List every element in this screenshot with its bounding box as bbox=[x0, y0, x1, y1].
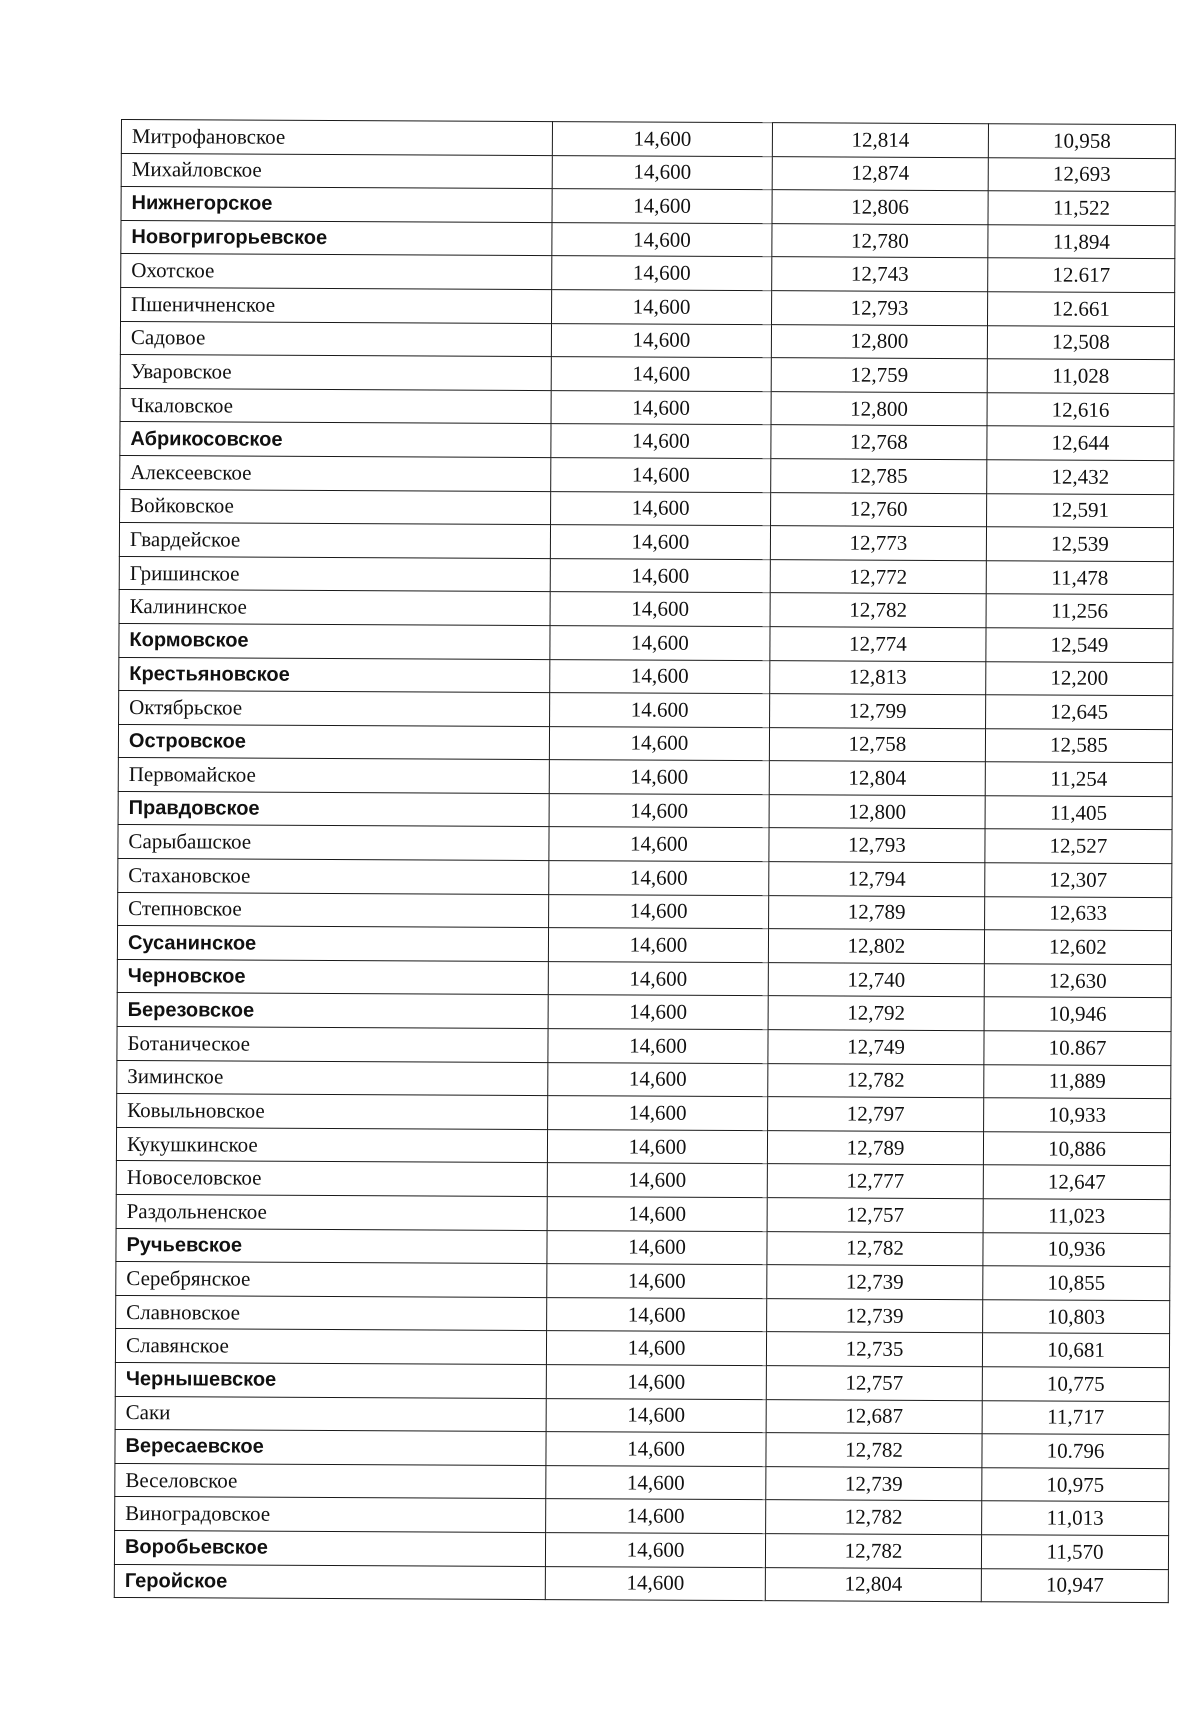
cell-name: Сусанинское bbox=[117, 926, 548, 962]
cell-value-1: 14,600 bbox=[548, 995, 768, 1030]
cell-value-1: 14,600 bbox=[546, 1331, 766, 1366]
cell-value-3: 11,023 bbox=[983, 1199, 1170, 1234]
table-row bbox=[121, 287, 1175, 326]
table-row bbox=[119, 623, 1173, 662]
cell-value-3: 11,717 bbox=[982, 1400, 1169, 1435]
table-row bbox=[116, 1161, 1170, 1200]
cell-value-3: 10,855 bbox=[983, 1266, 1170, 1301]
cell-value-3: 11,889 bbox=[984, 1064, 1171, 1099]
cell-value-1: 14,600 bbox=[546, 1398, 766, 1433]
cell-value-2: 12,793 bbox=[769, 828, 985, 863]
cell-value-2: 12,799 bbox=[770, 694, 986, 729]
table-row bbox=[119, 657, 1173, 696]
table-row bbox=[120, 355, 1174, 394]
cell-name: Раздольненское bbox=[116, 1194, 547, 1230]
cell-name: Первомайское bbox=[118, 758, 549, 794]
cell-value-2: 12,743 bbox=[772, 257, 988, 292]
table-row bbox=[115, 1430, 1169, 1469]
cell-value-2: 12,800 bbox=[771, 324, 987, 359]
table-row bbox=[115, 1396, 1169, 1435]
cell-value-1: 14,600 bbox=[551, 491, 771, 526]
cell-value-2: 12,777 bbox=[767, 1164, 983, 1199]
cell-name: Крестьяновское bbox=[119, 657, 550, 693]
table-row bbox=[117, 993, 1171, 1032]
table-row bbox=[116, 1194, 1170, 1233]
cell-name: Чкаловское bbox=[120, 388, 551, 424]
cell-value-1: 14,600 bbox=[546, 1465, 766, 1500]
cell-value-2: 12,739 bbox=[767, 1265, 983, 1300]
cell-value-3: 11,028 bbox=[987, 359, 1174, 394]
table-row bbox=[116, 1295, 1170, 1334]
cell-value-2: 12,804 bbox=[769, 761, 985, 796]
cell-value-3: 11,570 bbox=[981, 1535, 1168, 1570]
cell-name: Виноградовское bbox=[115, 1497, 546, 1533]
cell-value-2: 12,757 bbox=[766, 1366, 982, 1401]
cell-value-3: 10,933 bbox=[984, 1098, 1171, 1133]
cell-value-3: 12,585 bbox=[985, 728, 1172, 763]
table-row bbox=[116, 1228, 1170, 1267]
cell-value-1: 14,600 bbox=[549, 827, 769, 862]
cell-name: Гвардейское bbox=[119, 523, 550, 559]
table-row bbox=[120, 321, 1174, 360]
cell-value-3: 12.661 bbox=[988, 292, 1175, 327]
table-row bbox=[117, 959, 1171, 998]
cell-name: Зиминское bbox=[117, 1060, 548, 1096]
cell-value-1: 14,600 bbox=[548, 928, 768, 963]
table-row bbox=[121, 220, 1175, 259]
table-row bbox=[117, 1027, 1171, 1066]
cell-value-1: 14,600 bbox=[551, 390, 771, 425]
table-row bbox=[118, 791, 1172, 830]
cell-value-2: 12,772 bbox=[770, 559, 986, 594]
cell-value-1: 14,600 bbox=[550, 592, 770, 627]
cell-value-1: 14,600 bbox=[547, 1230, 767, 1265]
cell-value-1: 14,600 bbox=[549, 861, 769, 896]
cell-value-3: 12,591 bbox=[987, 493, 1174, 528]
cell-value-2: 12,804 bbox=[765, 1567, 981, 1602]
cell-name: Славновское bbox=[116, 1295, 547, 1331]
table-row bbox=[120, 388, 1174, 427]
cell-value-2: 12,813 bbox=[770, 660, 986, 695]
cell-value-3: 12,527 bbox=[985, 829, 1172, 864]
cell-value-1: 14,600 bbox=[550, 525, 770, 560]
cell-value-1: 14,600 bbox=[547, 1129, 767, 1164]
cell-value-2: 12,802 bbox=[768, 929, 984, 964]
cell-name: Геройское bbox=[114, 1564, 545, 1600]
table-row bbox=[121, 153, 1175, 192]
cell-value-1: 14,600 bbox=[548, 961, 768, 996]
cell-value-3: 12,200 bbox=[986, 661, 1173, 696]
cell-name: Охотское bbox=[121, 254, 552, 290]
table-row bbox=[115, 1329, 1169, 1368]
cell-name: Садовое bbox=[120, 321, 551, 357]
cell-value-3: 12.617 bbox=[988, 258, 1175, 293]
cell-value-1: 14,600 bbox=[546, 1432, 766, 1467]
cell-value-1: 14,600 bbox=[552, 155, 772, 190]
cell-value-3: 12,645 bbox=[986, 695, 1173, 730]
cell-value-2: 12,735 bbox=[766, 1332, 982, 1367]
cell-value-2: 12,782 bbox=[766, 1433, 982, 1468]
cell-name: Воробьевское bbox=[114, 1530, 545, 1566]
cell-value-1: 14,600 bbox=[552, 222, 772, 257]
cell-value-2: 12,797 bbox=[768, 1097, 984, 1132]
table-row bbox=[118, 892, 1172, 931]
cell-value-2: 12,740 bbox=[768, 963, 984, 998]
table-row bbox=[116, 1262, 1170, 1301]
cell-value-3: 11,894 bbox=[988, 225, 1175, 260]
cell-value-2: 12,760 bbox=[771, 492, 987, 527]
cell-value-1: 14,600 bbox=[548, 1029, 768, 1064]
cell-value-1: 14,600 bbox=[547, 1264, 767, 1299]
cell-value-3: 12,647 bbox=[983, 1165, 1170, 1200]
table-row bbox=[117, 926, 1171, 965]
cell-value-2: 12,789 bbox=[769, 895, 985, 930]
cell-value-2: 12,782 bbox=[770, 593, 986, 628]
cell-value-1: 14,600 bbox=[549, 726, 769, 761]
cell-value-3: 11,256 bbox=[986, 594, 1173, 629]
cell-name: Михайловское bbox=[121, 153, 552, 189]
cell-value-1: 14,600 bbox=[550, 558, 770, 593]
cell-value-3: 12,432 bbox=[987, 460, 1174, 495]
cell-value-1: 14,600 bbox=[545, 1533, 765, 1568]
cell-value-2: 12,757 bbox=[767, 1198, 983, 1233]
table-row bbox=[118, 859, 1172, 898]
cell-value-3: 10,775 bbox=[982, 1367, 1169, 1402]
table-row bbox=[118, 825, 1172, 864]
table-row bbox=[120, 422, 1174, 461]
cell-value-2: 12,780 bbox=[772, 223, 988, 258]
cell-value-2: 12,800 bbox=[771, 391, 987, 426]
cell-value-2: 12,785 bbox=[771, 459, 987, 494]
cell-value-3: 12,602 bbox=[984, 930, 1171, 965]
cell-value-1: 14,600 bbox=[552, 189, 772, 224]
cell-name: Островское bbox=[118, 724, 549, 760]
cell-value-3: 11,478 bbox=[986, 560, 1173, 595]
table-row bbox=[121, 120, 1175, 159]
cell-value-1: 14,600 bbox=[550, 626, 770, 661]
cell-value-3: 10,886 bbox=[983, 1132, 1170, 1167]
cell-value-1: 14,600 bbox=[552, 256, 772, 291]
cell-value-3: 10,946 bbox=[984, 997, 1171, 1032]
table-row bbox=[118, 758, 1172, 797]
cell-value-1: 14,600 bbox=[549, 894, 769, 929]
cell-name: Кукушкинское bbox=[116, 1127, 547, 1163]
cell-name: Войковское bbox=[120, 489, 551, 525]
cell-value-3: 12,633 bbox=[985, 896, 1172, 931]
cell-value-2: 12,758 bbox=[769, 727, 985, 762]
cell-name: Саки bbox=[115, 1396, 546, 1432]
cell-value-2: 12,739 bbox=[767, 1298, 983, 1333]
cell-value-3: 10,936 bbox=[983, 1232, 1170, 1267]
cell-value-2: 12,739 bbox=[766, 1466, 982, 1501]
table-row bbox=[119, 590, 1173, 629]
cell-value-2: 12,793 bbox=[772, 291, 988, 326]
cell-value-1: 14,600 bbox=[547, 1163, 767, 1198]
cell-value-1: 14,600 bbox=[546, 1499, 766, 1534]
cell-value-1: 14,600 bbox=[547, 1297, 767, 1332]
cell-value-2: 12,874 bbox=[772, 156, 988, 191]
cell-value-1: 14,600 bbox=[549, 793, 769, 828]
cell-name: Кормовское bbox=[119, 623, 550, 659]
table-row bbox=[120, 489, 1174, 528]
cell-value-1: 14,600 bbox=[548, 1096, 768, 1131]
cell-value-3: 12,693 bbox=[988, 157, 1175, 192]
cell-value-1: 14,600 bbox=[545, 1566, 765, 1601]
cell-value-2: 12,806 bbox=[772, 190, 988, 225]
cell-value-1: 14,600 bbox=[550, 659, 770, 694]
cell-value-3: 10.796 bbox=[982, 1434, 1169, 1469]
cell-name: Новогригорьевское bbox=[121, 220, 552, 256]
cell-value-3: 10.867 bbox=[984, 1031, 1171, 1066]
cell-value-3: 12,644 bbox=[987, 426, 1174, 461]
cell-value-2: 12,774 bbox=[770, 627, 986, 662]
cell-value-1: 14,600 bbox=[549, 760, 769, 795]
cell-value-3: 11,405 bbox=[985, 796, 1172, 831]
table-row bbox=[119, 523, 1173, 562]
cell-name: Сарыбашское bbox=[118, 825, 549, 861]
table-row bbox=[117, 1094, 1171, 1133]
cell-value-3: 10,803 bbox=[983, 1300, 1170, 1335]
cell-name: Алексеевское bbox=[120, 455, 551, 491]
cell-value-1: 14,600 bbox=[551, 424, 771, 459]
cell-value-2: 12,687 bbox=[766, 1399, 982, 1434]
cell-name: Вересаевское bbox=[115, 1430, 546, 1466]
cell-value-2: 12,782 bbox=[765, 1534, 981, 1569]
cell-value-3: 10,947 bbox=[981, 1568, 1168, 1603]
cell-value-2: 12,789 bbox=[767, 1130, 983, 1165]
table-row bbox=[115, 1463, 1169, 1502]
table-row bbox=[118, 724, 1172, 763]
data-table bbox=[114, 119, 1176, 1603]
table-row bbox=[121, 187, 1175, 226]
cell-value-1: 14,600 bbox=[547, 1197, 767, 1232]
cell-name: Нижнегорское bbox=[121, 187, 552, 223]
cell-value-3: 11,254 bbox=[985, 762, 1172, 797]
cell-value-2: 12,814 bbox=[772, 123, 988, 158]
table-row bbox=[115, 1362, 1169, 1401]
cell-name: Стахановское bbox=[118, 859, 549, 895]
cell-value-3: 10,975 bbox=[982, 1467, 1169, 1502]
cell-name: Славянское bbox=[115, 1329, 546, 1365]
cell-name: Правдовское bbox=[118, 791, 549, 827]
cell-name: Веселовское bbox=[115, 1463, 546, 1499]
cell-name: Гришинское bbox=[119, 556, 550, 592]
cell-value-1: 14,600 bbox=[552, 290, 772, 325]
cell-name: Октябрьское bbox=[119, 691, 550, 727]
cell-name: Ручьевское bbox=[116, 1228, 547, 1264]
cell-value-3: 12,539 bbox=[986, 527, 1173, 562]
cell-name: Уваровское bbox=[120, 355, 551, 391]
cell-name: Новоселовское bbox=[116, 1161, 547, 1197]
cell-name: Абрикосовское bbox=[120, 422, 551, 458]
cell-value-2: 12,773 bbox=[770, 526, 986, 561]
cell-value-3: 11,013 bbox=[982, 1501, 1169, 1536]
cell-value-1: 14,600 bbox=[551, 458, 771, 493]
cell-value-2: 12,782 bbox=[768, 1063, 984, 1098]
cell-value-3: 12,549 bbox=[986, 628, 1173, 663]
cell-value-1: 14,600 bbox=[552, 122, 772, 157]
table-row bbox=[119, 691, 1173, 730]
cell-value-2: 12,782 bbox=[766, 1500, 982, 1535]
cell-name: Березовское bbox=[117, 993, 548, 1029]
cell-value-3: 10,958 bbox=[988, 124, 1175, 159]
cell-value-1: 14,600 bbox=[551, 357, 771, 392]
cell-value-3: 12,616 bbox=[987, 392, 1174, 427]
cell-value-1: 14.600 bbox=[550, 693, 770, 728]
cell-value-2: 12,782 bbox=[767, 1231, 983, 1266]
cell-value-3: 11,522 bbox=[988, 191, 1175, 226]
table-row bbox=[115, 1497, 1169, 1536]
cell-value-2: 12,794 bbox=[769, 862, 985, 897]
cell-name: Ковыльновское bbox=[117, 1094, 548, 1130]
cell-name: Черновское bbox=[117, 959, 548, 995]
cell-value-3: 12,307 bbox=[985, 863, 1172, 898]
cell-value-2: 12,759 bbox=[771, 358, 987, 393]
cell-value-1: 14,600 bbox=[551, 323, 771, 358]
cell-name: Степновское bbox=[118, 892, 549, 928]
cell-name: Калининское bbox=[119, 590, 550, 626]
table-row bbox=[121, 254, 1175, 293]
cell-value-3: 10,681 bbox=[982, 1333, 1169, 1368]
cell-value-1: 14,600 bbox=[548, 1062, 768, 1097]
table-row bbox=[120, 455, 1174, 494]
cell-value-2: 12,792 bbox=[768, 996, 984, 1031]
table-row bbox=[119, 556, 1173, 595]
cell-value-3: 12,508 bbox=[987, 325, 1174, 360]
cell-value-3: 12,630 bbox=[984, 964, 1171, 999]
cell-name: Ботаническое bbox=[117, 1027, 548, 1063]
table-body bbox=[114, 120, 1175, 1603]
cell-value-2: 12,749 bbox=[768, 1030, 984, 1065]
cell-name: Митрофановское bbox=[121, 120, 552, 156]
cell-name: Серебрянское bbox=[116, 1262, 547, 1298]
table-row bbox=[114, 1530, 1168, 1569]
cell-value-2: 12,768 bbox=[771, 425, 987, 460]
cell-value-1: 14,600 bbox=[546, 1365, 766, 1400]
cell-name: Чернышевское bbox=[115, 1362, 546, 1398]
cell-name: Пшеничненское bbox=[121, 287, 552, 323]
table-row bbox=[116, 1127, 1170, 1166]
table-row bbox=[117, 1060, 1171, 1099]
cell-value-2: 12,800 bbox=[769, 795, 985, 830]
table-row bbox=[114, 1564, 1168, 1603]
